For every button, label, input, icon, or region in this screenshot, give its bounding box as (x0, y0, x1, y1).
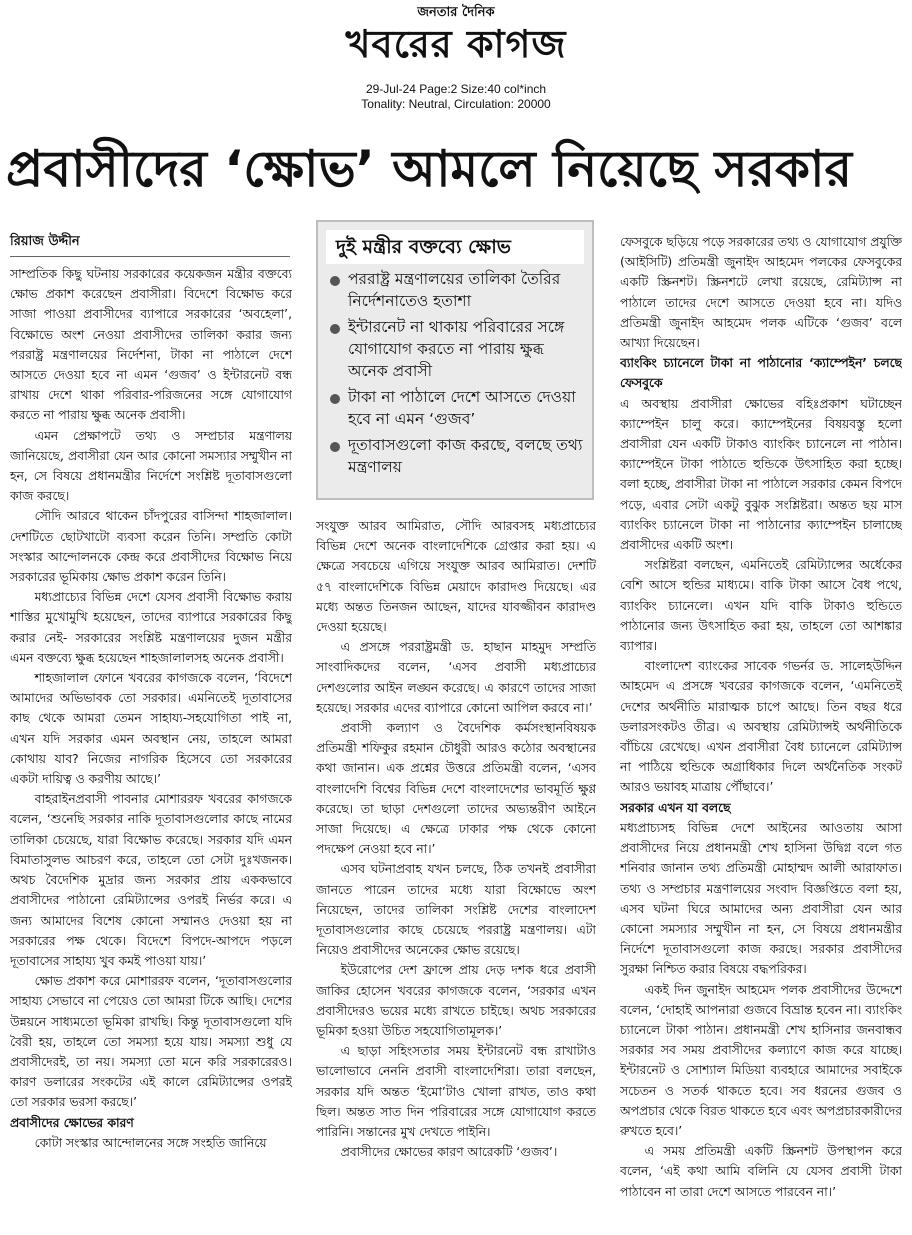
masthead-tagline: জনতার দৈনিক (417, 5, 495, 20)
highlights-title: দুই মন্ত্রীর বক্তব্যে ক্ষোভ (326, 230, 584, 264)
clipping-meta-line1: 29-Jul-24 Page:2 Size:40 col*inch (365, 82, 547, 96)
paragraph: শাহজালাল ফোনে খবরের কাগজকে বলেন, ‘বিদেশে আমাদের অভিভাবক তো সরকার। এমনিতেই দূতাবাসের কাছ থেকে আমরা তেমন সাহায্য-সহযোগিতা পাই না, এখন যদি সরকার এমন অবস্থান নেয়, তাহলে আমরা কোথায় যাব? নিজের নাগরিক হিসেবে তো সরকারের একটা দায়িত্ব ও করণীয় আছে।’ (10, 671, 292, 787)
highlight-text: টাকা না পাঠালে দেশে আসতে দেওয়া হবে না এমন ‘গুজব’ (348, 388, 576, 428)
subheading: ব্যাংকিং চ্যানেলে টাকা না পাঠানোর ‘ক্যাম্পেইন’ চলছে ফেসবুকে (620, 356, 902, 391)
paragraph: সংযুক্ত আরব আমিরাত, সৌদি আরবসহ মধ্যপ্রাচ্যের বিভিন্ন দেশে অনেক বাংলাদেশিকে গ্রেপ্তার করা হয়। এ ক্ষেত্রে সবচেয়ে এগিয়ে সংযুক্ত আরব আমিরাত। দেশটি ৫৭ বাংলাদেশিকে বিভিন্ন মেয়াদে কারাদণ্ড দিয়েছে। এর মধ্যে অন্তত তিনজন আছেন, যাদের যাবজ্জীবন কারাদণ্ড দেওয়া হয়েছে। (316, 519, 596, 635)
paragraph: সংশ্লিষ্টরা বলছেন, এমনিতেই রেমিট্যান্সের অর্ধেকের বেশি আসে হুন্ডির মাধ্যমে। বাকি টাকা আসে বৈধ পথে, ব্যাংকিং চ্যানেলে। এখন যদি বাকি টাকাও হুন্ডিতে পাঠানোর জন্য উৎসাহিত করা হয়, তাহলে তো আশঙ্কার ব্যাপার। (620, 558, 902, 654)
subheading: সরকার এখন যা বলছে (620, 800, 731, 815)
bullet-icon (330, 394, 340, 404)
byline-divider (10, 256, 290, 257)
headline: প্রবাসীদের ‘ক্ষোভ’ আমলে নিয়েছে সরকার (6, 140, 853, 198)
paragraph: এ অবস্থায় প্রবাসীরা ক্ষোভের বহিঃপ্রকাশ ঘটাচ্ছেন ক্যাম্পেইন চালু করে। ক্যাম্পেইনের বিষয়বস্তু হলো প্রবাসীরা যেন একটি টাকাও ব্যাংকিং চ্যানেলে না পাঠান। ক্যাম্পেইনে টাকা পাঠাতে হুন্ডিকে উৎসাহিত করা হচ্ছে। বলা হচ্ছে, প্রবাসীরা টাকা না পাঠালে সরকার কেমন বিপদে পড়ে, এবার সেটা একটু বুঝুক সংশ্লিষ্টরা। অন্তত ছয় মাস ব্যাংকিং চ্যানেলে টাকা না পাঠানোর ক্যাম্পেইন চালাচ্ছে প্রবাসীদের একটি অংশ। (620, 396, 902, 553)
highlight-item (330, 268, 584, 312)
clipping-meta-line2: Tonality: Neutral, Circulation: 20000 (361, 97, 551, 111)
paragraph: প্রবাসীদের ক্ষোভের কারণ আরেকটি ‘গুজব’। (340, 1145, 558, 1160)
paragraph: বাহরাইনপ্রবাসী পাবনার মোশাররফ খবরের কাগজকে বলেন, ‘শুনেছি সরকার নাকি দূতাবাসগুলোর কাছে নামের তালিকা চেয়েছে, যারা বিক্ষোভ করেছে। সরকার যদি এমন বিমাতাসুলভ আচরণ করে, তাহলে তো সেটা দুঃখজনক। অথচ বৈদেশিক মুদ্রার জন্য সরকার প্রায় এককভাবে প্রবাসীদের পাঠানো রেমিট্যান্সের ওপরই নির্ভর করে। এ জন্য আমাদের বিশেষ কোনো সম্মানও দেওয়া হয় না সরকারের পক্ষ থেকে। বিদেশে বিপদে-আপদে পড়লে দূতাবাসের সাহায্য খুব কমই পাওয়া যায়।’ (10, 792, 292, 968)
highlight-item (330, 316, 584, 382)
article-column-3 (620, 232, 902, 1232)
highlight-item (330, 434, 584, 478)
subheading: প্রবাসীদের ক্ষোভের কারণ (10, 1115, 134, 1130)
paragraph: এ প্রসঙ্গে পররাষ্ট্রমন্ত্রী ড. হাছান মাহমুদ সম্প্রতি সাংবাদিকদের বলেন, ‘এসব প্রবাসী মধ্যপ্রাচ্যের দেশগুলোর আইন লঙ্ঘন করেছে। এ কারণে তাদের সাজা হয়েছে। সরকার এদের ব্যাপারে কোনো আপিল করবে না।’ (316, 640, 596, 715)
highlights-list (318, 268, 592, 478)
paragraph: মধ্যপ্রাচ্যসহ বিভিন্ন দেশে আইনের আওতায় আসা প্রবাসীদের নিয়ে প্রধানমন্ত্রী শেখ হাসিনা উদ্বিগ্ন বলে গত শনিবার জানান তথ্য প্রতিমন্ত্রী মোহাম্মদ আলী আরাফাত। তথ্য ও সম্প্রচার মন্ত্রণালয়ের সংবাদ বিজ্ঞপ্তিতে বলা হয়, এসব ঘটনা ঘিরে আমাদের অন্য প্রবাসীরা যেন আর কোনো সমস্যার সম্মুখীন না হন, সে বিষয়ে প্রধানমন্ত্রীর নির্দেশে দূতাবাসগুলো কাজ করছে। সরকার প্রবাসীদের সুরক্ষা নিশ্চিত করার বিষয়ে বদ্ধপরিকর। (620, 820, 902, 977)
bullet-icon (330, 276, 340, 286)
paragraph: সাম্প্রতিক কিছু ঘটনায় সরকারের কয়েকজন মন্ত্রীর বক্তব্যে ক্ষোভ প্রকাশ করেছেন প্রবাসীরা। বিদেশে বিক্ষোভ করে সাজা পাওয়া প্রবাসীদের ব্যাপারে সরকারের ‘অবহেলা’, বিক্ষোভে অংশ নেওয়া প্রবাসীদের তালিকা করার জন্য পররাষ্ট্র মন্ত্রণালয়ের নির্দেশনা, টাকা না পাঠালে দেশে আসতে দেওয়া হবে না এমন ‘গুজব’ ও ইন্টারনেট বন্ধ রাখায় দেশে থাকা পরিবার-পরিজনের সঙ্গে যোগাযোগ করতে না পারায় ক্ষুব্ধ অনেক প্রবাসী। (10, 267, 292, 423)
paragraph: প্রবাসী কল্যাণ ও বৈদেশিক কর্মসংস্থানবিষয়ক প্রতিমন্ত্রী শফিকুর রহমান চৌধুরী আরও কঠোর অবস্থানের কথা জানান। এক প্রশ্নের উত্তরে প্রতিমন্ত্রী বলেন, ‘এসব বাংলাদেশি বিশ্বের বিভিন্ন দেশে বাংলাদেশের ভাবমূর্তি ক্ষুণ্ণ করেছে। তা ছাড়া দেশগুলো তাদের অভ্যন্তরীণ আইনে সাজা দিয়েছে। এ ক্ষেত্রে ঢাকার পক্ষ থেকে কোনো পদক্ষেপ নেওয়া হবে না।’ (316, 721, 596, 857)
paragraph: একই দিন জুনাইদ আহমেদ পলক প্রবাসীদের উদ্দেশে বলেন, ‘দোহাই আপনারা গুজবে বিভ্রান্ত হবেন না। ব্যাংকিং চ্যানেলে টাকা পাঠান। প্রধানমন্ত্রী শেখ হাসিনার জনবান্ধব সরকার সব সময় প্রবাসীদের কল্যাণে কাজ করে যাচ্ছে। ইন্টারনেট ও সোশ্যাল মিডিয়া ব্যবহারে আমাদের সবাইকে সচেতন ও সতর্ক থাকতে হবে। সব ধরনের গুজব ও অপপ্রচার থেকে বিরত থাকতে হবে এবং অপপ্রচারকারীদের রুখতে হবে।’ (620, 982, 902, 1138)
paragraph: ক্ষোভ প্রকাশ করে মোশাররফ বলেন, ‘দূতাবাসগুলোর সাহায্য সেভাবে না পেয়েও তো আমরা টিকে আছি। দেশের উন্নয়নে সাধ্যমতো ভূমিকা রাখছি। কিন্তু দূতাবাসগুলো যদি বৈরী হয়, তাহলে তো সমস্যা হয়ে যায়। সমস্যা শুধু যে প্রবাসীদেরই, তা নয়। সমস্যা তো মনে করি সরকারেরও। কারণ ডলারের সংকটের এই কালে রেমিট্যান্সের ওপরই তো সরকার ভরসা করছে।’ (10, 974, 292, 1110)
paragraph: এ ছাড়া সহিংসতার সময় ইন্টারনেট বন্ধ রাখাটাও ভালোভাবে নেননি প্রবাসী বাংলাদেশিরা। তারা বলছেন, সরকার যদি অন্তত ‘ইমো’টাও খোলা রাখত, তাও কথা ছিল। অন্তত সাত দিন পরিবারের সঙ্গে যোগাযোগ করতে পারিনি। সন্তানের মুখ দেখতে পাইনি। (316, 1044, 596, 1140)
byline: রিয়াজ উদ্দীন (10, 234, 80, 249)
paragraph: মধ্যপ্রাচ্যের বিভিন্ন দেশে যেসব প্রবাসী বিক্ষোভ করায় শাস্তির মুখোমুখি হয়েছেন, তাদের ব্যাপারে সরকারের কিছু করার নেই- সরকারের সংশ্লিষ্ট মন্ত্রণালয়ের দুজন মন্ত্রীর এমন বক্তব্যে ক্ষুব্ধ হয়েছেন শাহজালালসহ অনেক প্রবাসী। (10, 590, 292, 665)
masthead (300, 4, 612, 66)
article-column-2 (316, 516, 596, 1232)
bullet-icon (330, 324, 340, 334)
highlights-box (316, 220, 594, 500)
paragraph: সৌদি আরবে থাকেন চাঁদপুরের বাসিন্দা শাহজালাল। দেশটিতে ছোটখাটো ব্যবসা করেন তিনি। সম্প্রতি কোটা সংস্কার আন্দোলনকে কেন্দ্র করে প্রবাসীদের বিক্ষোভ নিয়ে সরকারের ভূমিকায় ক্ষোভ প্রকাশ করেন তিনি। (10, 509, 292, 585)
paragraph: এমন প্রেক্ষাপটে তথ্য ও সম্প্রচার মন্ত্রণালয় জানিয়েছে, প্রবাসীরা যেন আর কোনো সমস্যার সম্মুখীন না হন, সে বিষয়ে প্রধানমন্ত্রীর নির্দেশে সংশ্লিষ্ট দূতাবাসগুলো কাজ করছে। (10, 428, 292, 504)
highlight-text: দূতাবাসগুলো কাজ করছে, বলছে তথ্য মন্ত্রণালয় (348, 436, 583, 476)
highlight-item (330, 386, 584, 430)
highlight-text: ইন্টারনেট না থাকায় পরিবারের সঙ্গে যোগাযোগ করতে না পারায় ক্ষুব্ধ অনেক প্রবাসী (348, 318, 565, 380)
highlight-text: পররাষ্ট্র মন্ত্রণালয়ের তালিকা তৈরির নির্দেশনাতেও হতাশা (348, 270, 561, 310)
paragraph: ইউরোপের দেশ ফ্রান্সে প্রায় দেড় দশক ধরে প্রবাসী জাকির হোসেন খবরের কাগজকে বলেন, ‘সরকার এখন প্রবাসীদেরও ভয়ের মধ্যে রাখতে চাইছে। অথচ সরকারের ভূমিকা হওয়া উচিত সহযোগিতামূলক।’ (316, 963, 596, 1039)
paragraph: বাংলাদেশ ব্যাংকের সাবেক গভর্নর ড. সালেহউদ্দিন আহমেদ এ প্রসঙ্গে খবরের কাগজকে বলেন, ‘এমনিতেই দেশের অর্থনীতি মারাত্মক চাপে আছে। তিন বছর ধরে ডলারসংকটও তীব্র। এ অবস্থায় রেমিট্যান্সই অর্থনীতিকে বাঁচিয়ে রেখেছে। এখন প্রবাসীরা বৈধ চ্যানেলে রেমিট্যান্স না পাঠিয়ে হুন্ডিকে অগ্রাধিকার দিলে অর্থনৈতিক সংকট আরও ভয়াবহ মাত্রায় পৌঁছাবে।’ (620, 659, 902, 795)
article-column-1 (10, 264, 292, 1232)
masthead-name: খবরের কাগজ (345, 22, 567, 66)
bullet-icon (330, 442, 340, 452)
paragraph: ফেসবুকে ছড়িয়ে পড়ে সরকারের তথ্য ও যোগাযোগ প্রযুক্তি (আইসিটি) প্রতিমন্ত্রী জুনাইদ আহমেদ পলকের ফেসবুকের একটি স্ক্রিনশট। স্ক্রিনশটে লেখা রয়েছে, রেমিট্যান্স না পাঠালে তাদের দেশে আসতে দেওয়া হবে না। যদিও প্রতিমন্ত্রী জুনাইদ আহমেদ পলক এটিকে ‘গুজব’ বলে আখ্যা দিয়েছেন। (620, 235, 902, 351)
paragraph: এসব ঘটনাপ্রবাহ যখন চলছে, ঠিক তখনই প্রবাসীরা জানতে পারেন তাদের মধ্যে যারা বিক্ষোভে অংশ নিয়েছেন, তাদের তালিকা সংশ্লিষ্ট দেশের বাংলাদেশ দূতাবাসগুলোর কাছে চেয়েছে পররাষ্ট্র মন্ত্রণালয়। এটা নিয়েও প্রবাসীদের অনেকের ক্ষোভ রয়েছে। (316, 862, 596, 958)
paragraph: কোটা সংস্কার আন্দোলনের সঙ্গে সংহতি জানিয়ে (34, 1135, 267, 1150)
paragraph: এ সময় প্রতিমন্ত্রী একটি স্ক্রিনশট উপস্থাপন করে বলেন, ‘এই কথা আমি বলিনি যে যেসব প্রবাসী টাকা পাঠাবেন না তারা দেশে আসতে পারবেন না।’ (620, 1144, 902, 1199)
